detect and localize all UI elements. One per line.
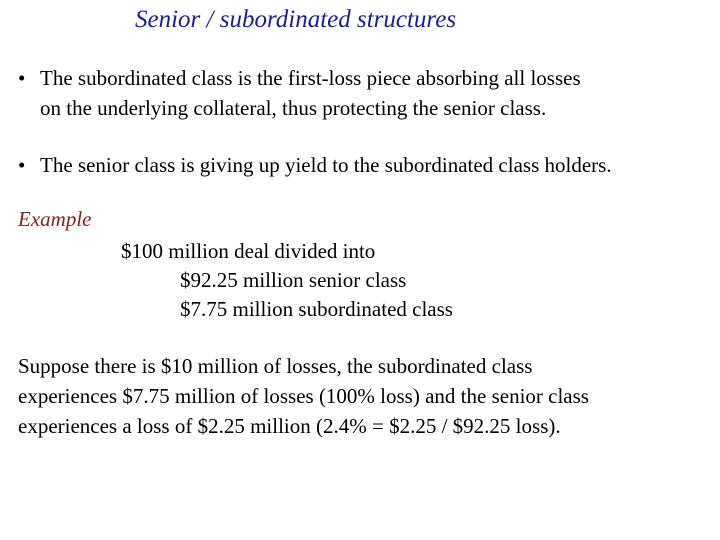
bullet-item-1	[18, 63, 581, 123]
bullet-2-line-1: The senior class is giving up yield to the subordinated class holders.	[40, 153, 612, 177]
paragraph-line-1: Suppose there is $10 million of losses, the subordinated class	[18, 354, 533, 378]
example-senior-class: $92.25 million senior class	[180, 268, 407, 292]
bullet-1-line-2: on the underlying collateral, thus protecting the senior class.	[40, 96, 547, 120]
bullet-item-2	[18, 150, 612, 180]
bullet-1-line-1: The subordinated class is the first-loss piece absorbing all losses	[40, 66, 581, 90]
example-deal: $100 million deal divided into	[121, 239, 376, 263]
bullet-dot: •	[18, 66, 26, 90]
example-subordinated-class: $7.75 million subordinated class	[180, 297, 453, 321]
bullet-dot: •	[18, 153, 26, 177]
paragraph-line-2: experiences $7.75 million of losses (100% loss) and the senior class	[18, 384, 589, 408]
loss-scenario-paragraph	[18, 351, 589, 441]
example-label: Example	[18, 207, 92, 231]
slide-title: Senior / subordinated structures	[135, 6, 457, 33]
paragraph-line-3: experiences a loss of $2.25 million (2.4% = $2.25 / $92.25 loss).	[18, 414, 561, 438]
